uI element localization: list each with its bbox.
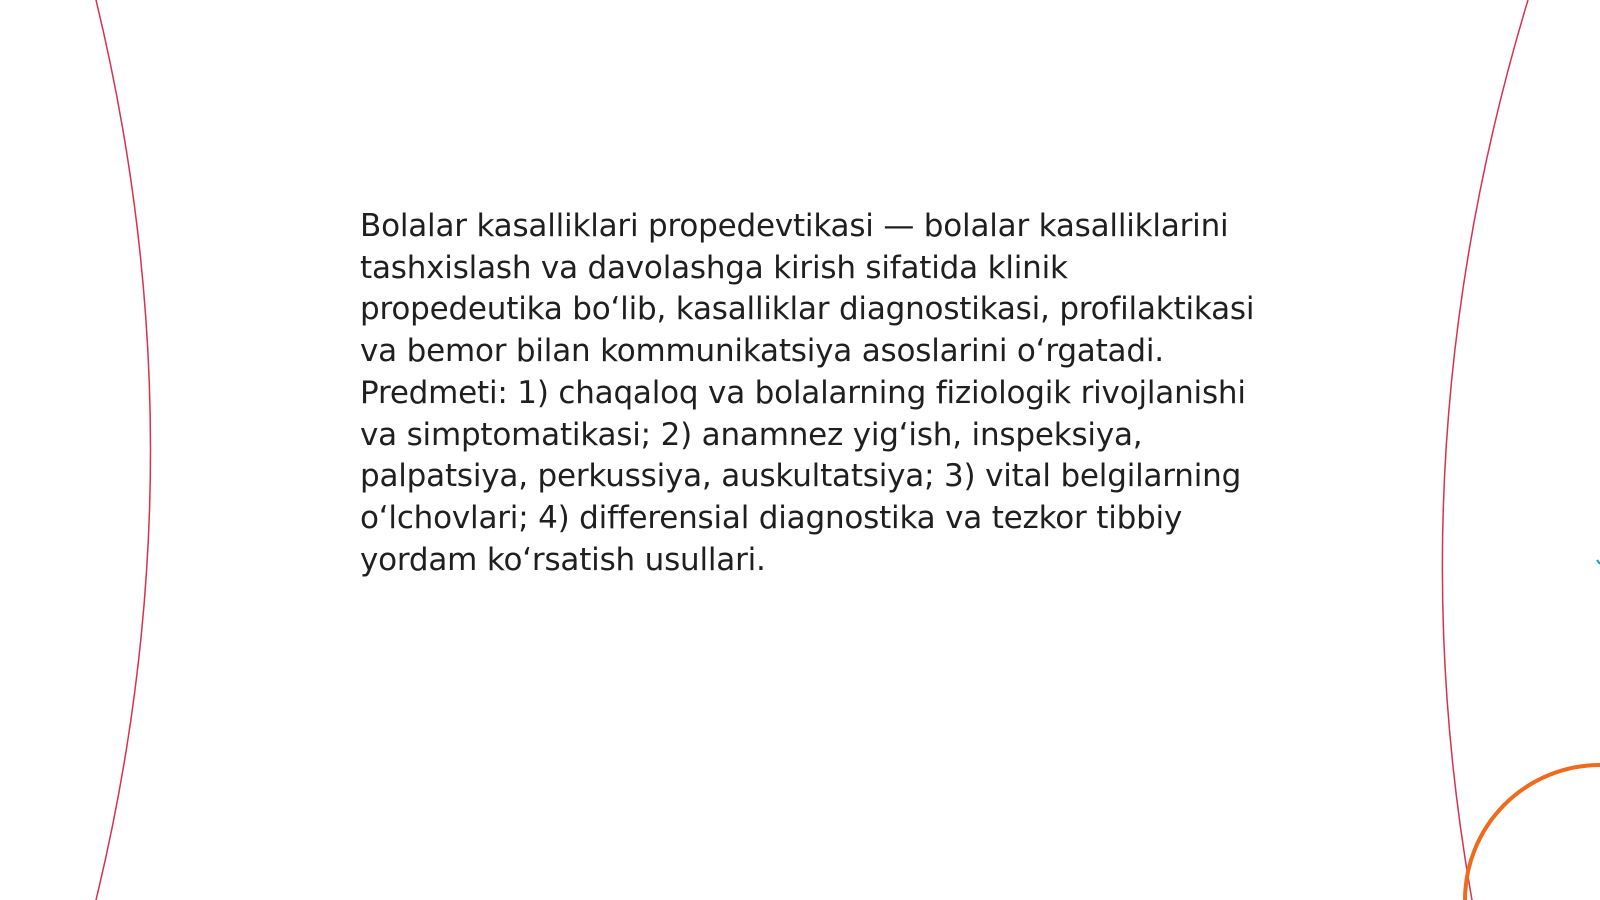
orange-circle-arc — [1465, 765, 1600, 900]
body-paragraph: Bolalar kasalliklari propedevtikasi — bolalar kasalliklarini tashxislash va davolashga kirish sifatida klinik propedeutika boʻlib, kasalliklar diagnostikasi, profilaktikasi va bemor bilan kommunikatsiya asoslarini oʻrgatadi. Predmeti: 1) chaqaloq va bolalarning fiziologik rivojlanishi va simptomatikasi; 2) anamnez yigʻish, inspeksiya, palpatsiya, perkussiya, auskultatsiya; 3) vital belgilarning oʻlchovlari; 4) differensial diagnostika va tezkor tibbiy yordam koʻrsatish usullari. — [360, 208, 1255, 578]
left-arc-line — [96, 0, 151, 900]
right-arc-line — [1442, 0, 1528, 900]
